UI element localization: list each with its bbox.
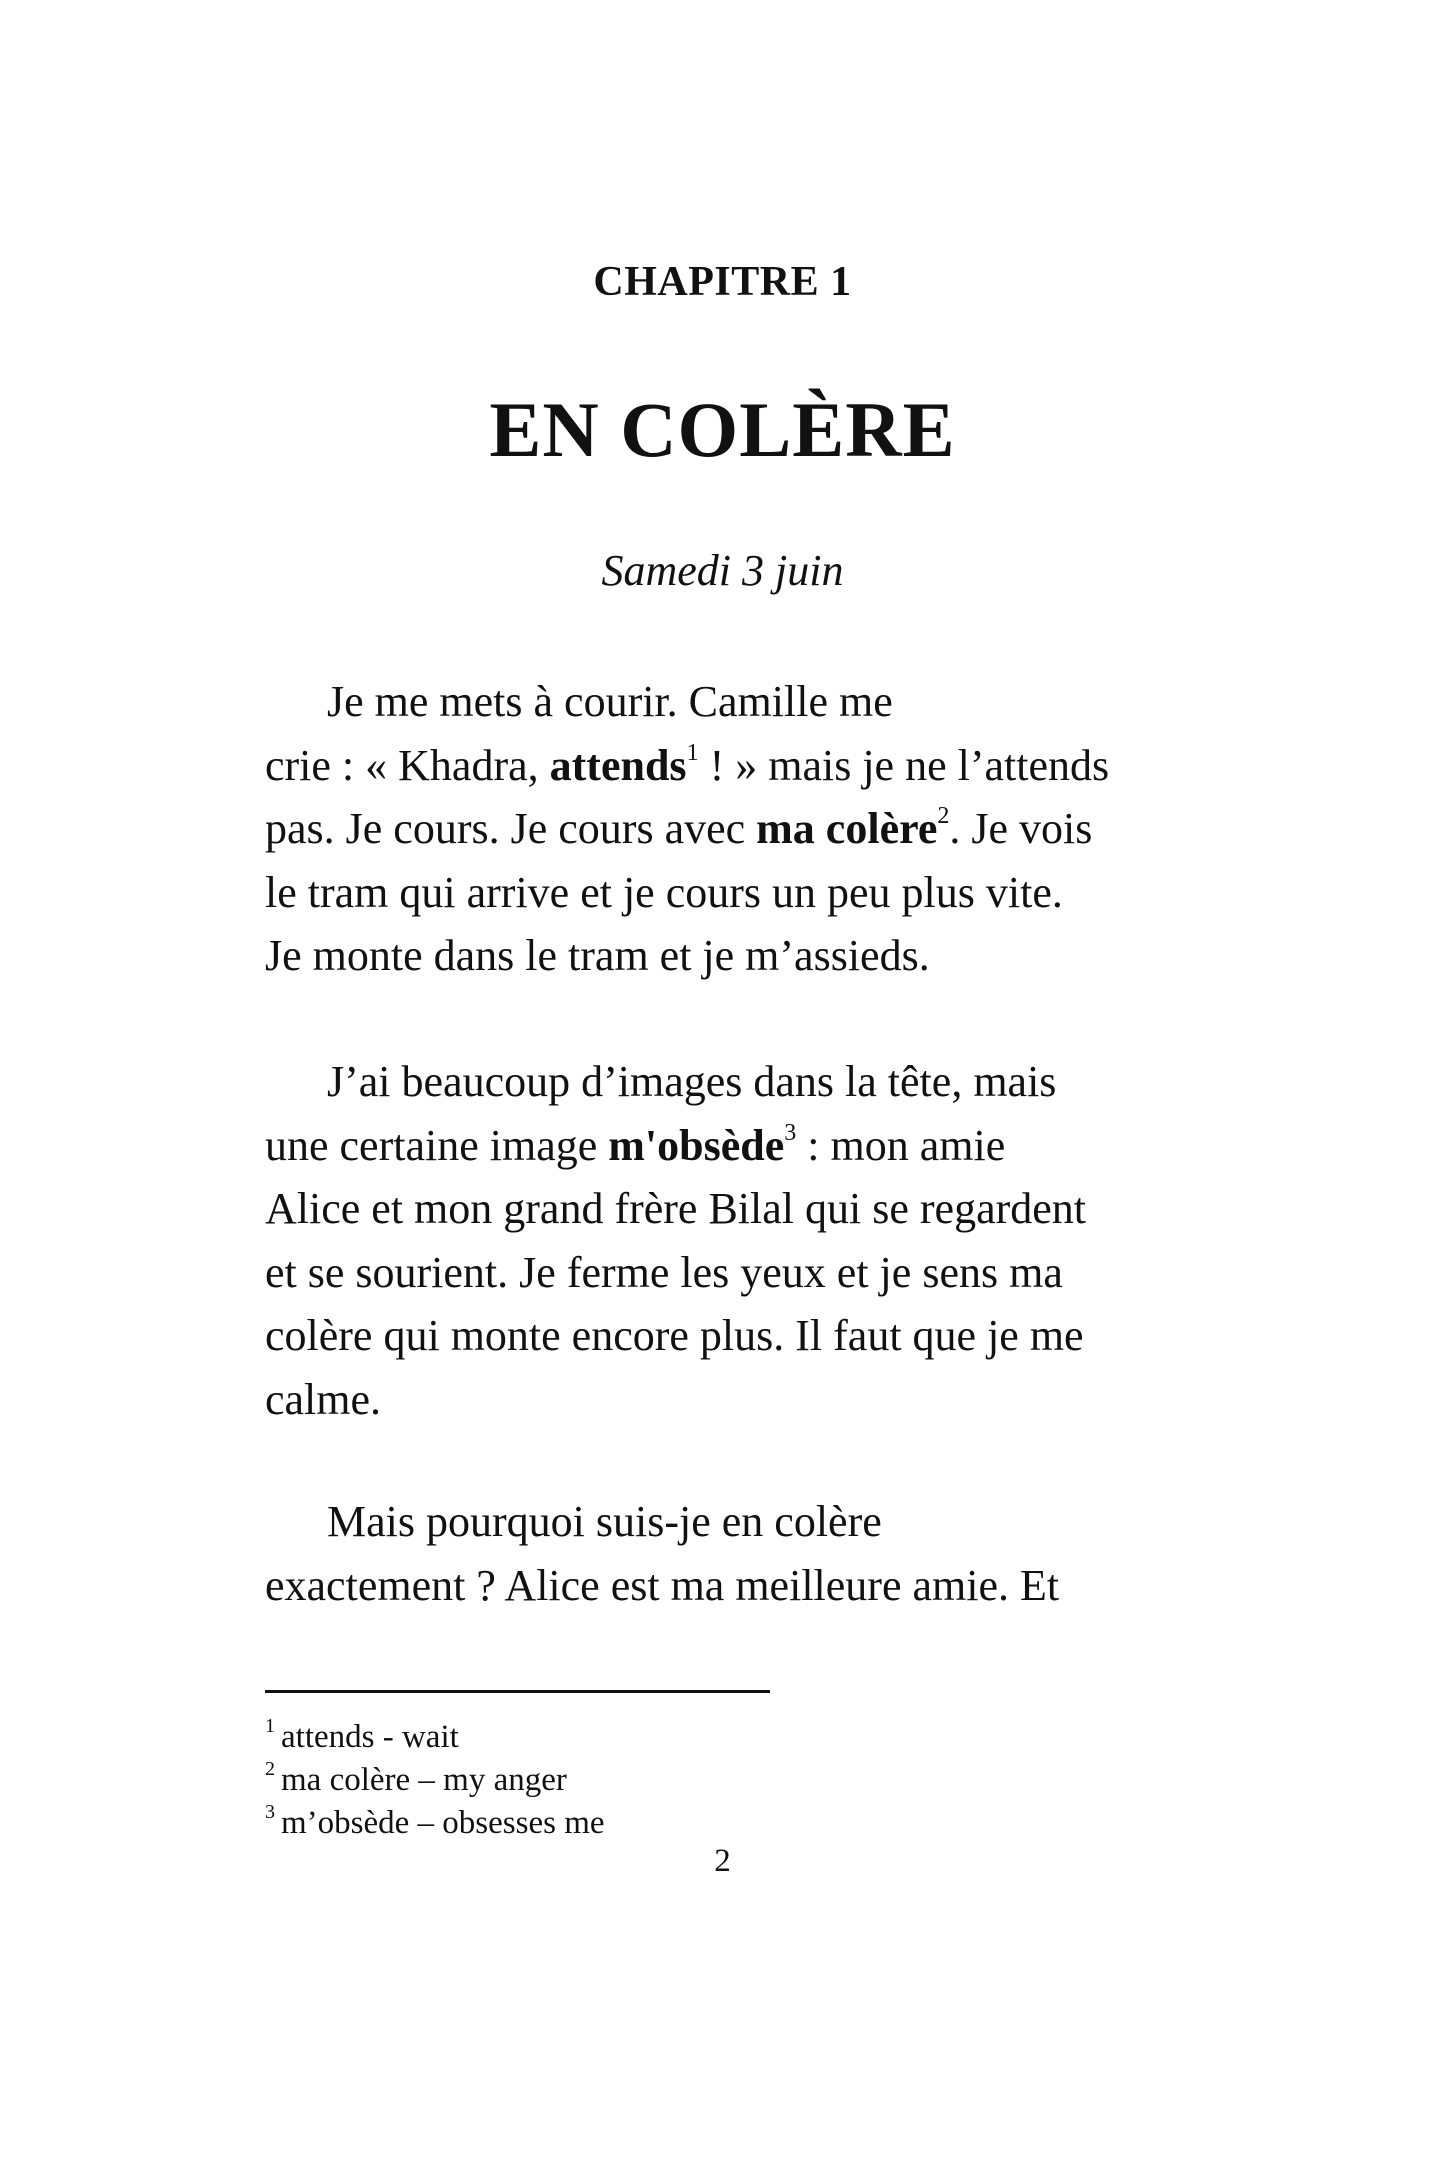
text-fragment: ! » mais je ne l’attends bbox=[698, 740, 1110, 790]
text-line: Je monte dans le tram et je m’assieds. bbox=[265, 931, 930, 980]
vocab-word: attends bbox=[549, 740, 687, 790]
chapter-title: EN COLÈRE bbox=[489, 386, 956, 473]
paragraph-1 bbox=[265, 670, 1165, 988]
footnote-ref: 1 bbox=[686, 739, 699, 766]
text-line: colère qui monte encore plus. Il faut que je me bbox=[265, 1311, 1084, 1360]
text-line bbox=[265, 734, 1165, 798]
text-line: Je me mets à courir. Camille me bbox=[327, 677, 893, 726]
text-line: J’ai beaucoup d’images dans la tête, mais bbox=[327, 1057, 1057, 1106]
text-line bbox=[265, 797, 1165, 861]
text-line: le tram qui arrive et je cours un peu plus vite. bbox=[265, 867, 1063, 917]
footnote-ref: 3 bbox=[784, 1119, 797, 1146]
footnote-number: 2 bbox=[265, 1758, 275, 1780]
text-line: Alice et mon grand frère Bilal qui se regardent bbox=[265, 1184, 1087, 1233]
paragraph-2 bbox=[265, 1050, 1165, 1431]
text-fragment: . Je vois bbox=[949, 804, 1093, 853]
chapter-label: CHAPITRE 1 bbox=[593, 259, 852, 305]
footnotes bbox=[265, 1716, 605, 1845]
text-line: Mais pourquoi suis-je en colère bbox=[327, 1497, 882, 1546]
footnote-ref: 2 bbox=[937, 803, 950, 830]
text-fragment: une certaine image bbox=[265, 1120, 609, 1170]
vocab-word: m'obsède bbox=[608, 1120, 785, 1170]
footnote-text: m’obsède – obsesses me bbox=[281, 1805, 605, 1841]
footnote-number: 1 bbox=[265, 1715, 275, 1737]
text-line: calme. bbox=[265, 1374, 382, 1424]
footnote-text: ma colère – my anger bbox=[281, 1762, 567, 1798]
page-number: 2 bbox=[714, 1843, 731, 1879]
footnote-text: attends - wait bbox=[281, 1719, 459, 1755]
text-fragment: crie : « Khadra, bbox=[265, 740, 550, 790]
chapter-date: Samedi 3 juin bbox=[601, 546, 844, 595]
footnote-item bbox=[265, 1759, 605, 1802]
footnote-number: 3 bbox=[265, 1801, 275, 1823]
footnote-item bbox=[265, 1716, 605, 1759]
footnote-item bbox=[265, 1802, 605, 1845]
text-line bbox=[265, 1114, 1165, 1178]
text-fragment: : mon amie bbox=[796, 1120, 1006, 1170]
text-line: exactement ? Alice est ma meilleure amie. Et bbox=[265, 1560, 1060, 1610]
text-fragment: pas. Je cours. Je cours avec bbox=[265, 804, 757, 853]
vocab-word: ma colère bbox=[756, 804, 938, 853]
text-line: et se sourient. Je ferme les yeux et je sens ma bbox=[265, 1247, 1063, 1297]
footnote-divider bbox=[265, 1690, 770, 1693]
paragraph-3 bbox=[265, 1490, 1165, 1617]
